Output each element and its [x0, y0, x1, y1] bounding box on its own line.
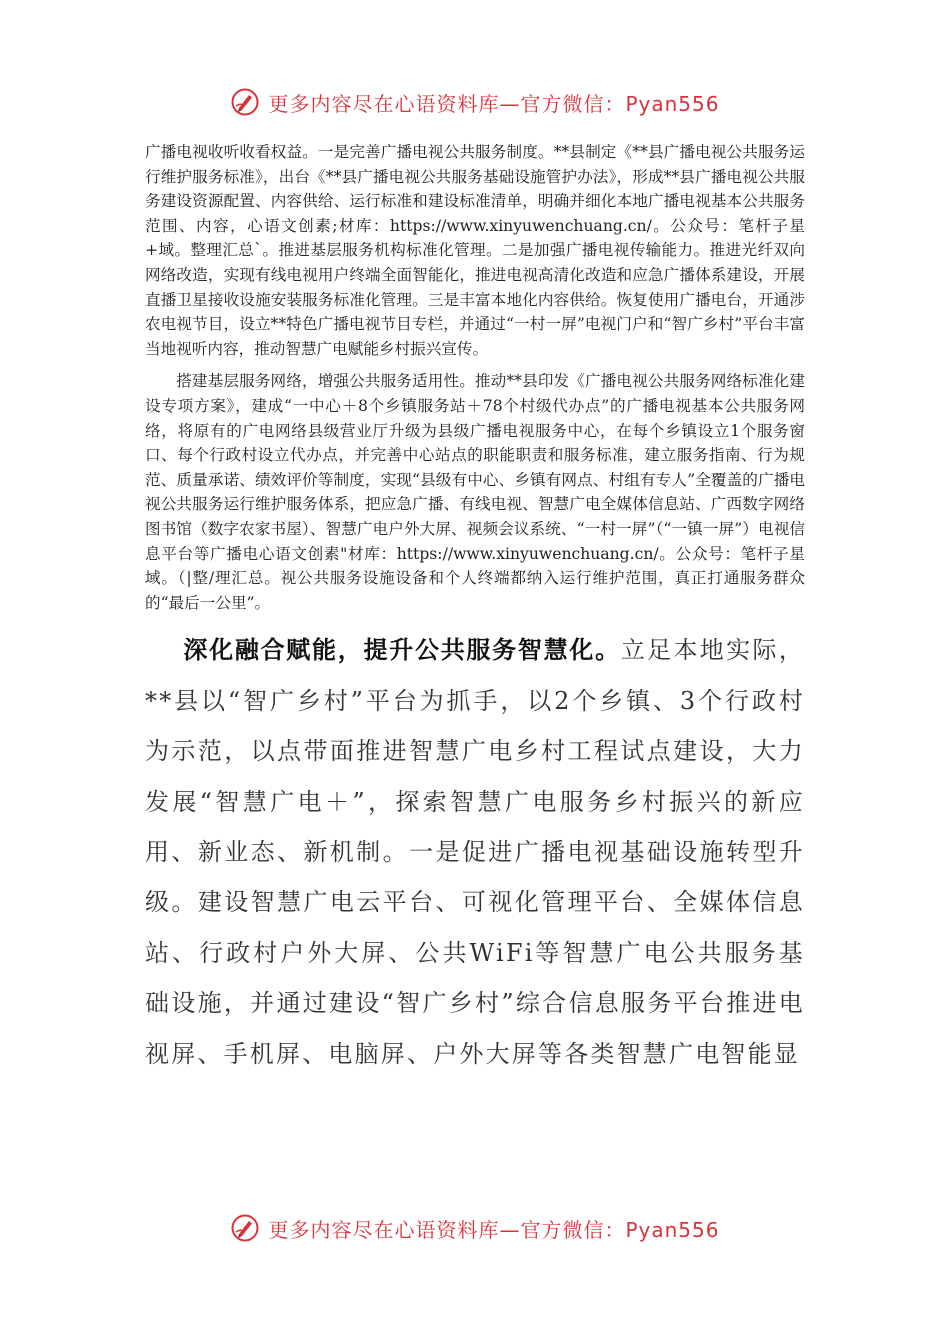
paragraph-3-text: 立足本地实际，**县以“智广乡村”平台为抓手，以2个乡镇、3个行政村为示范，以点带面推进智慧广电乡村工程试点建设，大力发展“智慧广电＋”，探索智慧广电服务乡村振兴的新应用、新业态、新机制。一是促进广播电视基础设施转型升级。建设智慧广电云平台、可视化管理平台、全媒体信息站、行政村户外大屏、公共WiFi等智慧广电公共服务基础设施，并通过建设“智广乡村”综合信息服务平台推进电视屏、手机屏、电脑屏、户外大屏等各类智慧广电智能显 [145, 636, 805, 1068]
document-body [145, 140, 805, 1079]
paragraph-3 [145, 625, 805, 1079]
paragraph-3-heading: 深化融合赋能，提升公共服务智慧化。 [183, 636, 621, 665]
footer-banner [0, 1208, 950, 1248]
header-banner-text: 更多内容尽在心语资料库—官方微信：Pyan556 [268, 91, 720, 116]
paragraph-2: 搭建基层服务网络，增强公共服务适用性。推动**县印发《广播电视公共服务网络标准化建设专项方案》，建成“一中心＋8个乡镇服务站＋78个村级代办点”的广播电视基本公共服务网络，将原有的广电网络县级营业厅升级为县级广播电视服务中心，在每个乡镇设立1个服务窗口、每个行政村设立代办点，并完善中心站点的职能职责和服务标准，建立服务指南、行为规范、质量承诺、绩效评价等制度，实现“县级有中心、乡镇有网点、村组有专人”全覆盖的广播电视公共服务运行维护服务体系，把应急广播、有线电视、智慧广电全媒体信息站、广西数字网络图书馆（数字农家书屋）、智慧广电户外大屏、视频会议系统、“一村一屏”（“一镇一屏”）电视信息平台等广播电心语文创素"材库：https://www.xinyuwenchuang.cn/。公众号：笔杆子星域。（|整/理汇总。视公共服务设施设备和个人终端都纳入运行维护范围，真正打通服务群众的“最后一公里”。 [145, 372, 805, 612]
footer-banner-text: 更多内容尽在心语资料库—官方微信：Pyan556 [268, 1217, 720, 1242]
header-banner [0, 82, 950, 122]
paragraph-1: 广播电视收听收看权益。一是完善广播电视公共服务制度。**县制定《**县广播电视公共服务运行维护服务标准》，出台《**县广播电视公共服务基础设施管护办法》，形成**县广播电视公共服务建设资源配置、内容供给、运行标准和建设标准清单，明确并细化本地广播电视基本公共服务范围、内容，心语文创素;材库：https://www.xinyuwenchuang.cn/。公众号：笔杆子星+域。整理汇总`。推进基层服务机构标准化管理。二是加强广播电视传输能力。推进光纤双向网络改造，实现有线电视用户终端全面智能化，推进电视高清化改造和应急广播体系建设，开展直播卫星接收设施安装服务标准化管理。三是丰富本地化内容供给。恢复使用广播电台，开通涉农电视节目，设立**特色广播电视节目专栏，并通过“一村一屏”电视门户和“智广乡村”平台丰富当地视听内容，推动智慧广电赋能乡村振兴宣传。 [145, 143, 805, 358]
pen-logo-icon [230, 1213, 260, 1243]
pen-logo-icon [230, 87, 260, 117]
